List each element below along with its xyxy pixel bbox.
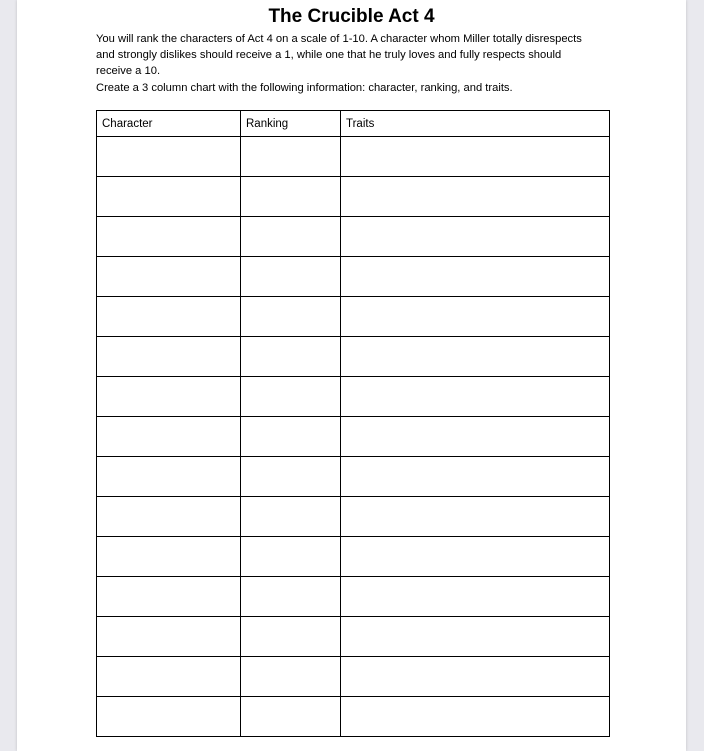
cell-ranking (241, 497, 341, 537)
cell-character (97, 457, 241, 497)
instruction-paragraph: Create a 3 column chart with the following information: character, ranking, and traits. (96, 81, 513, 94)
cell-character (97, 497, 241, 537)
table-row (97, 377, 610, 417)
cell-ranking (241, 337, 341, 377)
table-row (97, 337, 610, 377)
table-row (97, 297, 610, 337)
cell-traits (341, 177, 610, 217)
cell-traits (341, 417, 610, 457)
cell-ranking (241, 537, 341, 577)
cell-character (97, 257, 241, 297)
table-row (97, 497, 610, 537)
column-header-character: Character (97, 111, 241, 137)
cell-ranking (241, 297, 341, 337)
cell-character (97, 177, 241, 217)
table-row (97, 137, 610, 177)
table-row (97, 577, 610, 617)
instruction-paragraph: You will rank the characters of Act 4 on a scale of 1-10. A character whom Miller totally disrespects and strongly dislikes should receive a 1, while one that he truly loves and fully respects should receive a 10. (96, 33, 582, 78)
table-row (97, 617, 610, 657)
instructions (96, 31, 596, 96)
table-row (97, 417, 610, 457)
cell-traits (341, 457, 610, 497)
document-page (17, 0, 686, 751)
cell-ranking (241, 457, 341, 497)
table-row (97, 177, 610, 217)
table-row (97, 537, 610, 577)
table-row (97, 457, 610, 497)
cell-ranking (241, 617, 341, 657)
table-row (97, 657, 610, 697)
cell-traits (341, 217, 610, 257)
cell-ranking (241, 697, 341, 737)
cell-character (97, 617, 241, 657)
table-body (97, 137, 610, 737)
cell-traits (341, 497, 610, 537)
cell-ranking (241, 177, 341, 217)
cell-traits (341, 697, 610, 737)
cell-traits (341, 137, 610, 177)
cell-character (97, 577, 241, 617)
cell-traits (341, 577, 610, 617)
table-header-row (97, 111, 610, 137)
cell-character (97, 697, 241, 737)
cell-traits (341, 537, 610, 577)
cell-character (97, 217, 241, 257)
cell-traits (341, 337, 610, 377)
page-title: The Crucible Act 4 (268, 6, 435, 27)
cell-ranking (241, 657, 341, 697)
cell-traits (341, 617, 610, 657)
cell-ranking (241, 257, 341, 297)
column-header-traits: Traits (341, 111, 610, 137)
cell-character (97, 137, 241, 177)
cell-ranking (241, 377, 341, 417)
cell-character (97, 297, 241, 337)
cell-traits (341, 657, 610, 697)
cell-traits (341, 257, 610, 297)
cell-traits (341, 377, 610, 417)
cell-ranking (241, 577, 341, 617)
cell-character (97, 377, 241, 417)
table-row (97, 217, 610, 257)
cell-character (97, 537, 241, 577)
cell-ranking (241, 217, 341, 257)
cell-ranking (241, 137, 341, 177)
table-row (97, 697, 610, 737)
column-header-ranking: Ranking (241, 111, 341, 137)
cell-character (97, 337, 241, 377)
ranking-table (96, 110, 610, 737)
cell-traits (341, 297, 610, 337)
cell-ranking (241, 417, 341, 457)
cell-character (97, 417, 241, 457)
cell-character (97, 657, 241, 697)
table-row (97, 257, 610, 297)
